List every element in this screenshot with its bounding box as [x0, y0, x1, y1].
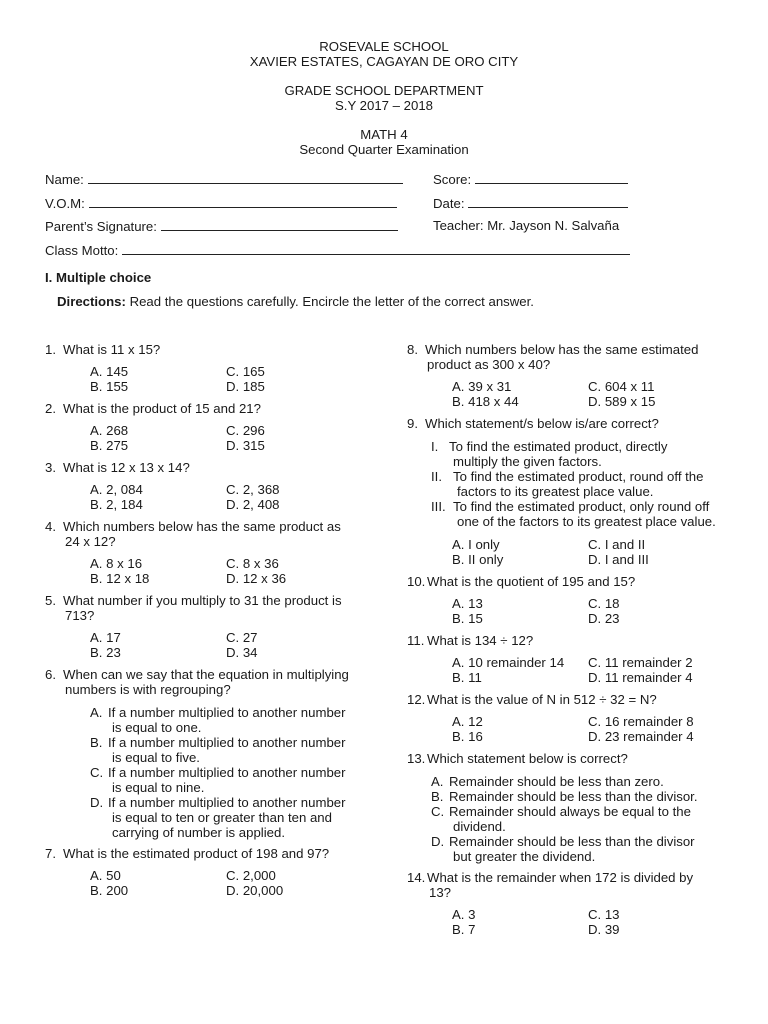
- question-text-line: What is the remainder when 172 is divided by: [427, 870, 694, 885]
- question-number: 11.: [407, 633, 425, 648]
- date-blank[interactable]: [468, 195, 628, 208]
- question-text-line: Which statement below is correct?: [427, 751, 628, 766]
- statement-line: carrying of number is applied.: [112, 825, 285, 840]
- answer-option[interactable]: B. 418 x 44: [452, 394, 519, 409]
- answer-options: [45, 423, 365, 453]
- question-13: [407, 751, 727, 864]
- statement-item[interactable]: [90, 795, 365, 840]
- statement-label: I.: [431, 439, 439, 454]
- question-text: [407, 416, 727, 431]
- teacher-name: Teacher: Mr. Jayson N. Salvaña: [433, 218, 620, 233]
- statement-label: A.: [431, 774, 444, 789]
- statement-list: [407, 439, 727, 529]
- question-text-line: Which numbers below has the same estimated: [425, 342, 699, 357]
- question-text-line: When can we say that the equation in multiplying: [63, 667, 349, 682]
- answer-option[interactable]: A. 12: [452, 714, 483, 729]
- question-text-line: 713?: [65, 608, 95, 623]
- question-10: [407, 574, 727, 626]
- question-3: [45, 460, 365, 512]
- answer-option[interactable]: A. 13: [452, 596, 483, 611]
- question-text-line: What is 134 ÷ 12?: [427, 633, 534, 648]
- statement-line: To find the estimated product, directly: [449, 439, 668, 454]
- statement-line: is equal to ten or greater than ten and: [112, 810, 332, 825]
- answer-options: [407, 596, 727, 626]
- parent-signature-blank[interactable]: [161, 218, 398, 231]
- answer-option[interactable]: B. 12 x 18: [90, 571, 150, 586]
- question-text: [45, 593, 365, 623]
- statement-item[interactable]: [431, 499, 727, 529]
- statement-item[interactable]: [90, 705, 365, 735]
- statement-line: but greater the dividend.: [453, 849, 596, 864]
- statement-item[interactable]: [431, 774, 727, 789]
- score-blank[interactable]: [475, 171, 628, 184]
- answer-option[interactable]: B. 2, 184: [90, 497, 143, 512]
- statement-line: To find the estimated product, round off the: [453, 469, 704, 484]
- question-text-line: product as 300 x 40?: [427, 357, 551, 372]
- answer-option[interactable]: A. 10 remainder 14: [452, 655, 565, 670]
- vom-blank[interactable]: [89, 195, 397, 208]
- question-4: [45, 519, 365, 586]
- question-text-line: 24 x 12?: [65, 534, 116, 549]
- class-motto-label: Class Motto:: [45, 243, 119, 258]
- answer-option[interactable]: B. 7: [452, 922, 476, 937]
- question-text-line: 13?: [429, 885, 452, 900]
- question-number: 5.: [45, 593, 56, 608]
- answer-option[interactable]: A. 8 x 16: [90, 556, 143, 571]
- answer-option[interactable]: B. 23: [90, 645, 121, 660]
- statement-item[interactable]: [431, 789, 727, 804]
- vom-label: V.O.M:: [45, 196, 85, 211]
- school-header: [0, 39, 768, 69]
- statement-line: factors to its greatest place value.: [457, 484, 654, 499]
- question-text: [45, 667, 365, 697]
- question-text-line: Which numbers below has the same product as: [63, 519, 341, 534]
- question-text: [45, 460, 365, 475]
- statement-line: Remainder should always be equal to the: [449, 804, 691, 819]
- answer-option[interactable]: C. 16 remainder 8: [588, 714, 694, 729]
- name-field[interactable]: [45, 171, 403, 187]
- answer-option[interactable]: B. 16: [452, 729, 483, 744]
- statement-label: B.: [90, 735, 103, 750]
- question-12: [407, 692, 727, 744]
- score-field[interactable]: [433, 171, 628, 187]
- answer-option[interactable]: C. 18: [588, 596, 620, 611]
- answer-options: [45, 556, 365, 586]
- statement-label: II.: [431, 469, 442, 484]
- statement-line: is equal to nine.: [112, 780, 205, 795]
- question-text: [407, 633, 727, 648]
- question-text-line: Which statement/s below is/are correct?: [425, 416, 659, 431]
- answer-options: [45, 364, 365, 394]
- question-2: [45, 401, 365, 453]
- answer-option[interactable]: A. 3: [452, 907, 476, 922]
- question-6: [45, 667, 365, 840]
- answer-option[interactable]: C. 2, 368: [226, 482, 280, 497]
- class-motto-field[interactable]: [45, 242, 630, 258]
- statement-line: is equal to five.: [112, 750, 200, 765]
- question-number: 6.: [45, 667, 56, 682]
- answer-option[interactable]: C. 27: [226, 630, 258, 645]
- statement-line: one of the factors to its greatest place value.: [457, 514, 716, 529]
- answer-option[interactable]: D. 589 x 15: [588, 394, 656, 409]
- parent-signature-field[interactable]: [45, 218, 398, 234]
- question-number: 13.: [407, 751, 426, 766]
- answer-options: [407, 379, 727, 409]
- exam-title: Second Quarter Examination: [299, 142, 469, 157]
- statement-line: To find the estimated product, only round off: [453, 499, 710, 514]
- answer-options: [407, 714, 727, 744]
- department-name: GRADE SCHOOL DEPARTMENT: [284, 83, 484, 98]
- question-text-line: What is the value of N in 512 ÷ 32 = N?: [427, 692, 657, 707]
- school-year: S.Y 2017 – 2018: [334, 98, 434, 113]
- answer-option[interactable]: D. 39: [588, 922, 620, 937]
- statement-label: III.: [431, 499, 446, 514]
- answer-option[interactable]: D. 2, 408: [226, 497, 280, 512]
- answer-option[interactable]: C. 604 x 11: [588, 379, 655, 394]
- question-14: [407, 870, 727, 937]
- statement-line: If a number multiplied to another number: [108, 705, 346, 720]
- statement-line: multiply the given factors.: [453, 454, 602, 469]
- questions-left-column: [45, 342, 365, 905]
- question-number: 4.: [45, 519, 56, 534]
- answer-option[interactable]: A. 50: [90, 868, 121, 883]
- answer-option[interactable]: A. 145: [90, 364, 129, 379]
- statement-label: C.: [90, 765, 104, 780]
- vom-field[interactable]: [45, 195, 397, 211]
- statement-item[interactable]: [431, 439, 727, 469]
- statement-line: Remainder should be less than zero.: [449, 774, 664, 789]
- answer-options: [45, 482, 365, 512]
- question-text-line: numbers is with regrouping?: [65, 682, 231, 697]
- department-header: [0, 83, 768, 113]
- answer-option[interactable]: C. 8 x 36: [226, 556, 279, 571]
- statement-label: D.: [90, 795, 104, 810]
- question-text: [407, 870, 727, 900]
- subject-title: MATH 4: [360, 127, 408, 142]
- answer-options: [407, 655, 727, 685]
- answer-option[interactable]: D. 315: [226, 438, 265, 453]
- statement-line: is equal to one.: [112, 720, 202, 735]
- answer-option[interactable]: D. 34: [226, 645, 258, 660]
- class-motto-blank[interactable]: [122, 242, 630, 255]
- question-text: [407, 342, 727, 372]
- question-text: [407, 751, 727, 766]
- answer-option[interactable]: B. II only: [452, 552, 504, 567]
- answer-option[interactable]: C. 296: [226, 423, 265, 438]
- question-text-line: What is the product of 15 and 21?: [63, 401, 261, 416]
- answer-option[interactable]: A. 17: [90, 630, 121, 645]
- statement-label: C.: [431, 804, 445, 819]
- question-text-line: What number if you multiply to 31 the product is: [63, 593, 342, 608]
- answer-option[interactable]: A. 268: [90, 423, 129, 438]
- questions-right-column: [407, 342, 727, 944]
- statement-line: If a number multiplied to another number: [108, 765, 346, 780]
- statement-item[interactable]: [90, 735, 365, 765]
- statement-item[interactable]: [431, 469, 727, 499]
- question-text: [45, 342, 365, 357]
- question-number: 2.: [45, 401, 56, 416]
- answer-option[interactable]: C. 165: [226, 364, 265, 379]
- answer-option[interactable]: B. 15: [452, 611, 483, 626]
- directions-label: Directions:: [57, 294, 126, 309]
- question-text: [45, 846, 365, 861]
- statement-label: B.: [431, 789, 444, 804]
- question-9: [407, 416, 727, 567]
- statement-line: dividend.: [453, 819, 506, 834]
- name-label: Name:: [45, 172, 84, 187]
- statement-label: A.: [90, 705, 103, 720]
- answer-options: [407, 537, 727, 567]
- statement-label: D.: [431, 834, 445, 849]
- question-text: [407, 692, 727, 707]
- statement-line: Remainder should be less than the divisor.: [449, 789, 698, 804]
- exam-header: [0, 127, 768, 157]
- answer-options: [45, 630, 365, 660]
- answer-option[interactable]: B. 200: [90, 883, 129, 898]
- answer-option[interactable]: C. 13: [588, 907, 620, 922]
- question-number: 3.: [45, 460, 56, 475]
- question-text: [45, 401, 365, 416]
- question-number: 8.: [407, 342, 418, 357]
- statement-list: [45, 705, 365, 840]
- answer-option[interactable]: D. 12 x 36: [226, 571, 287, 586]
- score-label: Score:: [433, 172, 472, 187]
- question-text-line: What is the estimated product of 198 and 97?: [63, 846, 330, 861]
- statement-line: Remainder should be less than the divisor: [449, 834, 695, 849]
- date-label: Date:: [433, 196, 465, 211]
- statement-list: [407, 774, 727, 864]
- answer-option[interactable]: B. 155: [90, 379, 129, 394]
- answer-option[interactable]: A. 2, 084: [90, 482, 143, 497]
- directions-text: Read the questions carefully. Encircle the letter of the correct answer.: [129, 294, 534, 309]
- directions: [57, 294, 534, 309]
- question-number: 1.: [45, 342, 56, 357]
- date-field[interactable]: [433, 195, 628, 211]
- parent-signature-label: Parent’s Signature:: [45, 219, 157, 234]
- answer-option[interactable]: A. 39 x 31: [452, 379, 512, 394]
- question-text-line: What is the quotient of 195 and 15?: [427, 574, 636, 589]
- statement-item[interactable]: [90, 765, 365, 795]
- question-number: 9.: [407, 416, 418, 431]
- answer-option[interactable]: C. 2,000: [226, 868, 276, 883]
- question-text-line: What is 11 x 15?: [63, 342, 161, 357]
- question-7: [45, 846, 365, 898]
- answer-option[interactable]: D. 20,000: [226, 883, 284, 898]
- question-number: 10.: [407, 574, 426, 589]
- question-number: 14.: [407, 870, 426, 885]
- question-text: [407, 574, 727, 589]
- statement-item[interactable]: [431, 804, 727, 834]
- school-address: XAVIER ESTATES, CAGAYAN DE ORO CITY: [249, 54, 519, 69]
- answer-option[interactable]: C. 11 remainder 2: [588, 655, 693, 670]
- answer-option[interactable]: D. 11 remainder 4: [588, 670, 693, 685]
- question-text-line: What is 12 x 13 x 14?: [63, 460, 190, 475]
- answer-option[interactable]: B. 11: [452, 670, 482, 685]
- question-8: [407, 342, 727, 409]
- answer-option[interactable]: B. 275: [90, 438, 129, 453]
- name-blank[interactable]: [88, 171, 403, 184]
- statement-line: If a number multiplied to another number: [108, 795, 346, 810]
- question-number: 7.: [45, 846, 56, 861]
- section-title: I. Multiple choice: [45, 270, 152, 285]
- answer-option[interactable]: D. 23 remainder 4: [588, 729, 694, 744]
- question-5: [45, 593, 365, 660]
- answer-option[interactable]: D. I and III: [588, 552, 649, 567]
- school-name: ROSEVALE SCHOOL: [319, 39, 449, 54]
- statement-item[interactable]: [431, 834, 727, 864]
- answer-option[interactable]: A. I only: [452, 537, 500, 552]
- answer-option[interactable]: D. 23: [588, 611, 620, 626]
- question-text: [45, 519, 365, 549]
- question-11: [407, 633, 727, 685]
- question-number: 12.: [407, 692, 426, 707]
- answer-options: [407, 907, 727, 937]
- question-1: [45, 342, 365, 394]
- answer-option[interactable]: D. 185: [226, 379, 265, 394]
- answer-options: [45, 868, 365, 898]
- answer-option[interactable]: C. I and II: [588, 537, 646, 552]
- statement-line: If a number multiplied to another number: [108, 735, 346, 750]
